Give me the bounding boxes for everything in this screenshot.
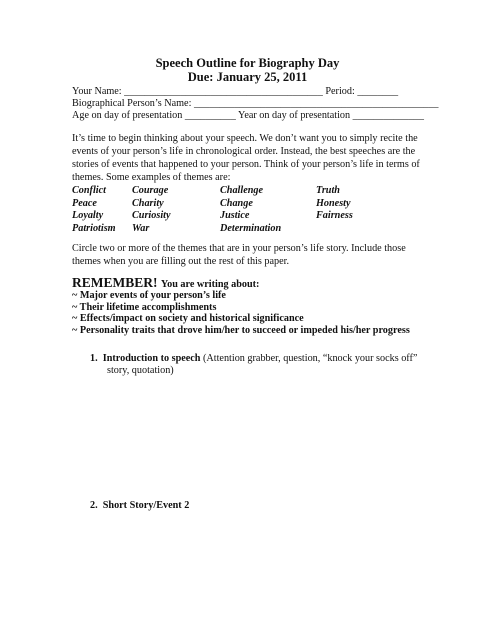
remember-label: REMEMBER! — [72, 275, 158, 290]
remember-item: ~ Major events of your person’s life — [72, 290, 226, 301]
name-period-field[interactable]: Your Name: _______________________________________ Period: ________ — [72, 86, 399, 97]
intro-line: themes. Some examples of themes are: — [72, 172, 231, 183]
theme-item: Change — [220, 197, 253, 209]
page-title: Speech Outline for Biography Day — [155, 56, 340, 70]
age-year-field[interactable]: Age on day of presentation __________ Year on day of presentation ______________ — [72, 110, 424, 121]
section-2 — [90, 500, 189, 512]
remember-item: ~ Personality traits that drove him/her to succeed or impeded his/her progress — [72, 324, 410, 336]
remember-list — [72, 290, 410, 336]
remember-item: ~ Effects/impact on society and historical significance — [72, 313, 304, 324]
theme-item: War — [132, 222, 150, 234]
section-number: 1. — [90, 353, 98, 364]
circle-instructions — [72, 242, 406, 268]
biographical-person-field[interactable]: Biographical Person’s Name: ________________________________________________ — [72, 98, 439, 109]
themes-row — [72, 198, 376, 211]
theme-item: Courage — [132, 185, 169, 196]
theme-item: Loyalty — [72, 210, 104, 221]
section-number: 2. — [90, 500, 98, 511]
instruction-line: themes when you are filling out the rest of this paper. — [72, 256, 289, 267]
themes-row — [72, 185, 376, 198]
themes-row — [72, 210, 376, 223]
theme-item: Charity — [132, 197, 164, 209]
theme-item: Patriotism — [72, 222, 116, 234]
theme-item: Determination — [220, 222, 282, 234]
intro-paragraph — [72, 132, 420, 184]
section-title: Short Story/Event 2 — [102, 500, 190, 511]
theme-item: Challenge — [220, 185, 264, 196]
theme-item: Curiosity — [132, 210, 171, 221]
section-title: Introduction to speech — [102, 353, 201, 364]
due-date: Due: January 25, 2011 — [187, 70, 308, 84]
remember-subheading: You are writing about: — [160, 279, 260, 290]
theme-item — [316, 223, 376, 236]
themes-grid — [72, 185, 376, 235]
theme-item: Conflict — [72, 185, 106, 196]
theme-item: Fairness — [316, 210, 353, 221]
instruction-line: Circle two or more of the themes that are in your person’s life story. Include those — [72, 243, 406, 254]
section-description: (Attention grabber, question, “knock your socks off” — [203, 353, 418, 364]
remember-item: ~ Their lifetime accomplishments — [72, 301, 217, 313]
theme-item: Truth — [316, 185, 340, 196]
theme-item: Peace — [72, 197, 97, 209]
intro-line: It’s time to begin thinking about your speech. We don’t want you to simply recite the — [72, 133, 418, 144]
section-description-cont: story, quotation) — [107, 365, 174, 376]
section-1 — [90, 353, 417, 377]
remember-heading — [72, 275, 259, 291]
theme-item: Honesty — [316, 197, 351, 209]
themes-row — [72, 223, 376, 236]
theme-item: Justice — [220, 210, 250, 221]
intro-line: events of your person’s life in chronological order. Instead, the best speeches are the — [72, 146, 416, 157]
intro-line: stories of events that happened to your person. Think of your person’s life in terms of — [72, 159, 420, 170]
